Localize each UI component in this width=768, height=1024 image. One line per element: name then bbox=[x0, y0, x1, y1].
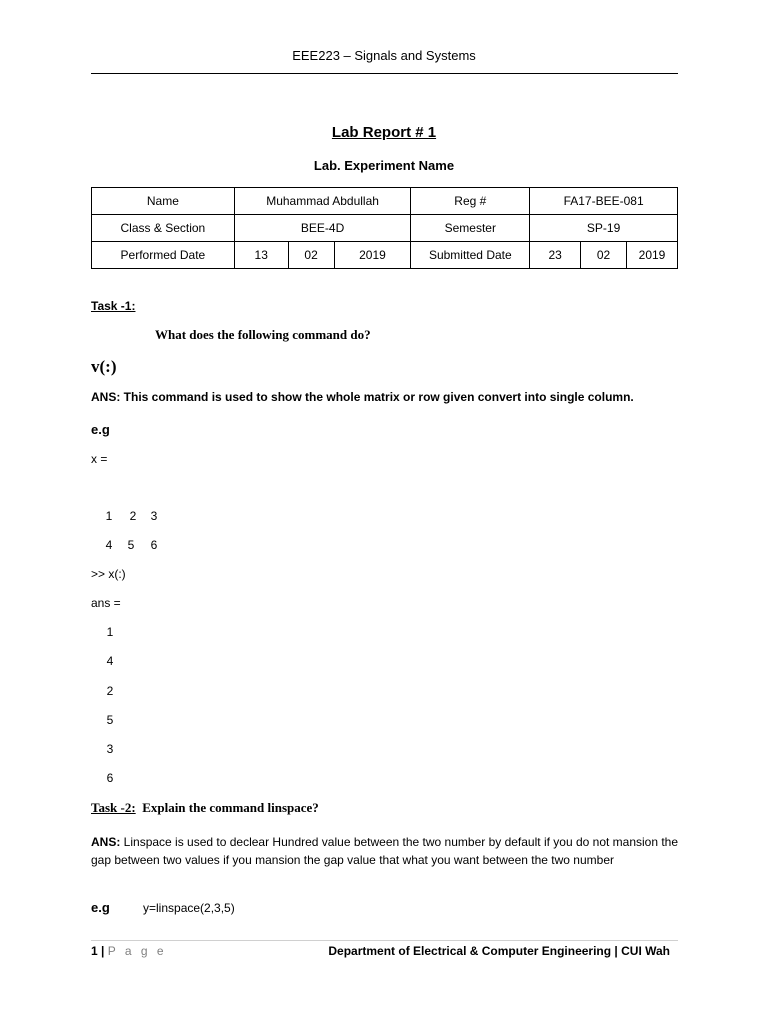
column-value: 4 bbox=[106, 654, 114, 668]
task1-command: v(:) bbox=[91, 357, 117, 376]
column-value: 2 bbox=[106, 684, 114, 698]
table-row bbox=[92, 242, 678, 269]
class-value: BEE-4D bbox=[234, 215, 411, 242]
reg-label: Reg # bbox=[411, 188, 530, 215]
footer-divider bbox=[91, 940, 678, 941]
ans-text: Linspace is used to declear Hundred value between the two number by default if you do not mansion the gap between two values if you mansion the gap value that what you want between the two number bbox=[91, 835, 679, 867]
page-indicator bbox=[91, 944, 167, 958]
semester-label: Semester bbox=[411, 215, 530, 242]
submitted-year: 2019 bbox=[627, 242, 678, 269]
task1-question: What does the following command do? bbox=[155, 327, 371, 342]
performed-year: 2019 bbox=[334, 242, 411, 269]
example-code: y=linspace(2,3,5) bbox=[143, 901, 235, 915]
name-value: Muhammad Abdullah bbox=[234, 188, 411, 215]
matrix-cell: 1 bbox=[105, 509, 113, 523]
performed-date-label: Performed Date bbox=[92, 242, 235, 269]
task1-answer bbox=[91, 390, 634, 404]
column-value: 5 bbox=[106, 713, 114, 727]
submitted-month: 02 bbox=[581, 242, 627, 269]
task2-answer bbox=[91, 833, 681, 869]
class-label: Class & Section bbox=[92, 215, 235, 242]
header-title: EEE223 – Signals and Systems bbox=[292, 48, 476, 63]
task2-question: Explain the command linspace? bbox=[142, 800, 319, 815]
department-name: Department of Electrical & Computer Engineering | CUI Wah bbox=[328, 944, 670, 958]
page-number: 1 bbox=[91, 944, 98, 958]
task2-line bbox=[91, 800, 319, 816]
matrix-cell: 5 bbox=[127, 538, 135, 552]
matrix-cell: 6 bbox=[150, 538, 158, 552]
table-row bbox=[92, 188, 678, 215]
ans-label: ANS: bbox=[91, 835, 121, 849]
semester-value: SP-19 bbox=[530, 215, 678, 242]
report-title: Lab Report # 1 bbox=[331, 124, 437, 141]
column-value: 1 bbox=[106, 625, 114, 639]
column-value: 6 bbox=[106, 771, 114, 785]
example-label: e.g bbox=[91, 422, 110, 437]
reg-value: FA17-BEE-081 bbox=[530, 188, 678, 215]
command-prompt: >> x(:) bbox=[91, 567, 126, 581]
matrix-cell: 3 bbox=[150, 509, 158, 523]
table-row bbox=[92, 215, 678, 242]
submitted-date-label: Submitted Date bbox=[411, 242, 530, 269]
page-separator: | bbox=[101, 944, 105, 958]
experiment-name: Lab. Experiment Name bbox=[313, 158, 455, 173]
matrix-cell: 4 bbox=[105, 538, 113, 552]
page-word: P a g e bbox=[107, 944, 167, 958]
submitted-day: 23 bbox=[530, 242, 581, 269]
task2-heading: Task -2: bbox=[91, 800, 136, 815]
student-info-table bbox=[91, 187, 678, 269]
ans-label: ANS: bbox=[91, 390, 121, 404]
column-value: 3 bbox=[106, 742, 114, 756]
x-assignment: x = bbox=[91, 452, 108, 466]
performed-day: 13 bbox=[234, 242, 288, 269]
name-label: Name bbox=[92, 188, 235, 215]
ans-text: This command is used to show the whole matrix or row given convert into single column. bbox=[120, 390, 634, 404]
header-divider bbox=[91, 73, 678, 74]
example-label: e.g bbox=[91, 900, 110, 915]
ans-assignment: ans = bbox=[91, 596, 121, 610]
matrix-cell: 2 bbox=[129, 509, 137, 523]
performed-month: 02 bbox=[288, 242, 334, 269]
task1-heading: Task -1: bbox=[91, 299, 136, 313]
